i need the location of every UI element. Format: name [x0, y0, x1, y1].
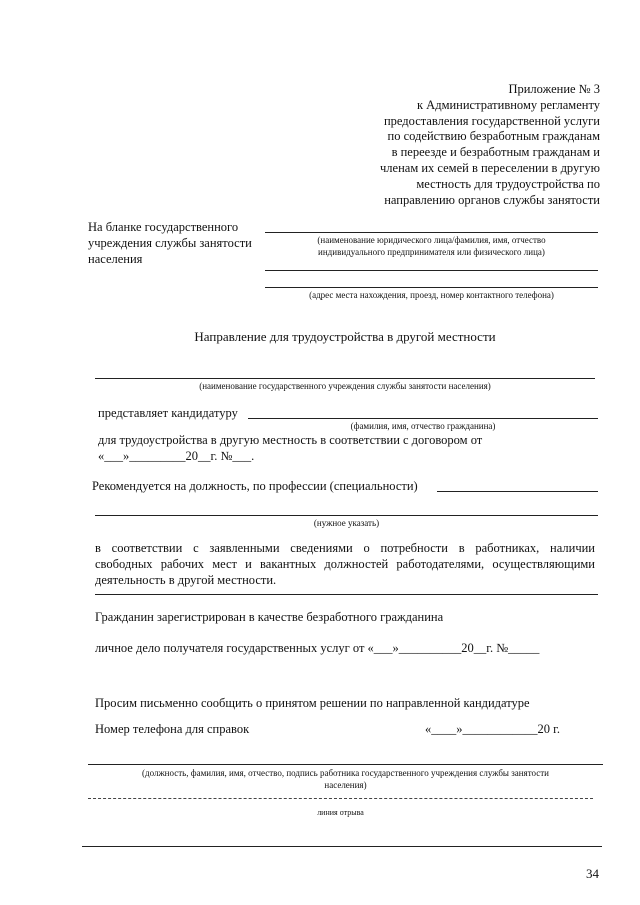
- paragraph-line: свободных рабочих мест и вакантных должностей работодателями, осуществляющими: [95, 557, 595, 571]
- contract-line: для трудоустройства в другую местность в соответствии с договором от: [98, 433, 483, 447]
- letterhead-note: [88, 220, 268, 267]
- contract-date-line: «___»_________20__г. №___.: [98, 449, 255, 463]
- paragraph-line: в соответствии с заявленными сведениями о потребности в работниках, наличии: [95, 541, 595, 555]
- appendix-line: местность для трудоустройства по: [416, 176, 600, 191]
- personal-file-line: личное дело получателя государственных услуг от «___»__________20__г. №_____: [95, 641, 540, 655]
- signature-caption: [88, 767, 603, 791]
- appendix-line: направлению органов службы занятости: [384, 192, 600, 207]
- recipient-name-caption: [265, 234, 598, 258]
- candidate-caption: (фамилия, имя, отчество гражданина): [350, 421, 496, 431]
- position-line-2[interactable]: [95, 515, 598, 516]
- recipient-address-line[interactable]: [265, 287, 598, 288]
- appendix-line: в переезде и безработным гражданам и: [391, 145, 600, 160]
- letterhead-line: На бланке государственного: [88, 220, 239, 234]
- request-text: Просим письменно сообщить о принятом решении по направленной кандидатуре: [95, 696, 530, 710]
- tear-line-label: линия отрыва: [317, 808, 364, 817]
- recipient-name-line-2[interactable]: [265, 270, 598, 271]
- candidate-label: представляет кандидатуру: [98, 406, 238, 420]
- accordance-line[interactable]: [95, 594, 598, 595]
- agency-caption: (наименование государственного учреждения службы занятости населения): [199, 381, 491, 391]
- paragraph-line: деятельность в другой местности.: [95, 573, 277, 587]
- appendix-line: Приложение № 3: [508, 82, 600, 96]
- letterhead-line: учреждения службы занятости: [88, 235, 252, 250]
- appendix-line: по содействию безработным гражданам: [387, 129, 600, 144]
- bottom-line: [82, 846, 602, 847]
- caption-line: населения): [324, 780, 367, 790]
- recipient-name-line[interactable]: [265, 232, 598, 233]
- caption-line: (наименование юридического лица/фамилия, имя, отчество: [317, 235, 546, 245]
- accordance-paragraph: [95, 540, 595, 588]
- candidate-name-line[interactable]: [248, 418, 598, 419]
- appendix-header: [345, 82, 600, 208]
- letterhead-line: населения: [88, 251, 143, 266]
- request-date: «____»____________20 г.: [425, 722, 560, 736]
- appendix-line: членам их семей в переселении в другую: [380, 160, 600, 175]
- appendix-line: к Административному регламенту: [416, 97, 600, 112]
- appendix-line: предоставления государственной услуги: [383, 113, 600, 128]
- caption-line: (должность, фамилия, имя, отчество, подпись работника государственного учреждения службы занятости: [142, 768, 549, 778]
- recipient-address-caption: (адрес места нахождения, проезд, номер контактного телефона): [309, 290, 554, 300]
- position-caption: (нужное указать): [313, 518, 380, 528]
- document-title: Направление для трудоустройства в другой местности: [194, 329, 496, 344]
- position-label: Рекомендуется на должность, по профессии (специальности): [92, 479, 418, 493]
- page-number: 34: [586, 866, 599, 881]
- tear-dashed-line: [88, 798, 593, 799]
- agency-name-line[interactable]: [95, 378, 595, 379]
- signature-line[interactable]: [88, 764, 603, 765]
- phone-label: Номер телефона для справок: [95, 722, 250, 736]
- position-line[interactable]: [437, 491, 598, 492]
- registration-status: Гражданин зарегистрирован в качестве безработного гражданина: [95, 610, 444, 624]
- caption-line: индивидуального предпринимателя или физического лица): [318, 247, 545, 257]
